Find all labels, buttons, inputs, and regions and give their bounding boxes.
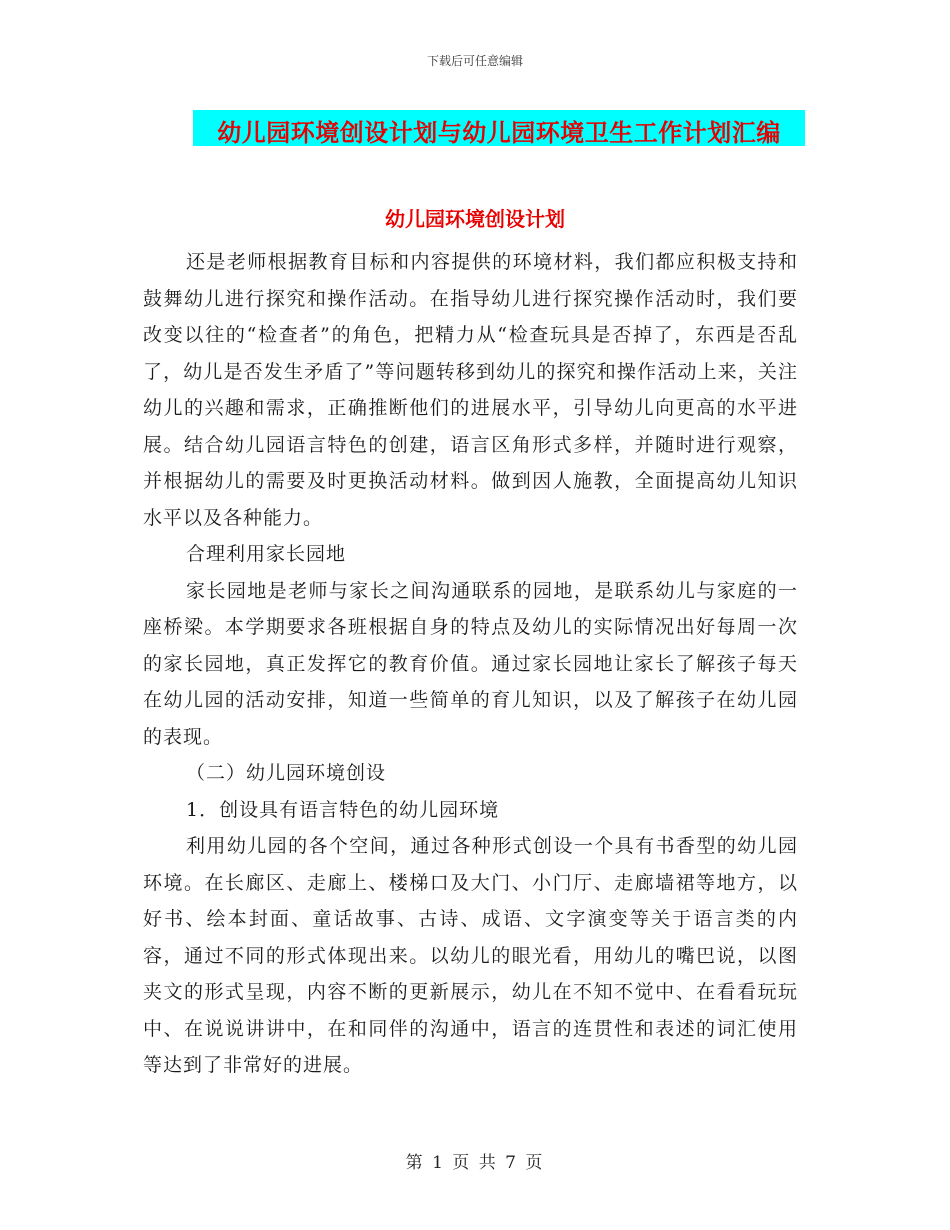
paragraph-language-environment: 利用幼儿园的各个空间，通过各种形式创设一个具有书香型的幼儿园环境。在长廊区、走廊上、楼梯口及大门、小门厅、走廊墙裙等地方，以好书、绘本封面、童话故事、古诗、成语、文字演变等关于语言类的内容，通过不同的形式体现出来。以幼儿的眼光看，用幼儿的嘴巴说，以图夹文的形式呈现，内容不断的更新展示，幼儿在不知不觉中、在看看玩玩中、在说说讲讲中，在和同伴的沟通中，语言的连贯性和表述的词汇使用等达到了非常好的进展。 [143,835,798,1076]
header-note: 下载后可任意编辑 [426,54,523,68]
document-body [143,244,798,1084]
section-title: 幼儿园环境创设计划 [385,207,565,231]
page-footer: 第 1 页 共 7 页 [405,1153,545,1173]
subheading-environment: （二）幼儿园环境创设 [186,762,387,784]
subheading-parents-corner: 合理利用家长园地 [186,543,347,565]
paragraph-parents-corner: 家长园地是老师与家长之间沟通联系的园地，是联系幼儿与家庭的一座桥梁。本学期要求各班根据自身的特点及幼儿的实际情况出好每周一次的家长园地，真正发挥它的教育价值。通过家长园地让家长了解孩子每天在幼儿园的活动安排，知道一些简单的育儿知识，以及了解孩子在幼儿园的表现。 [143,579,798,748]
subheading-language-environment: 1．创设具有语言特色的幼儿园环境 [186,798,500,821]
document-title: 幼儿园环境创设计划与幼儿园环境卫生工作计划汇编 [217,119,781,147]
paragraph-intro: 还是老师根据教育目标和内容提供的环境材料，我们都应积极支持和鼓舞幼儿进行探究和操作活动。在指导幼儿进行探究操作活动时，我们要改变以往的“检查者”的角色，把精力从“检查玩具是否掉了，东西是否乱了，幼儿是否发生矛盾了”等问题转移到幼儿的探究和操作活动上来，关注幼儿的兴趣和需求，正确推断他们的进展水平，引导幼儿向更高的水平进展。结合幼儿园语言特色的创建，语言区角形式多样，并随时进行观察，并根据幼儿的需要及时更换活动材料。做到因人施教，全面提高幼儿知识水平以及各种能力。 [143,251,798,529]
